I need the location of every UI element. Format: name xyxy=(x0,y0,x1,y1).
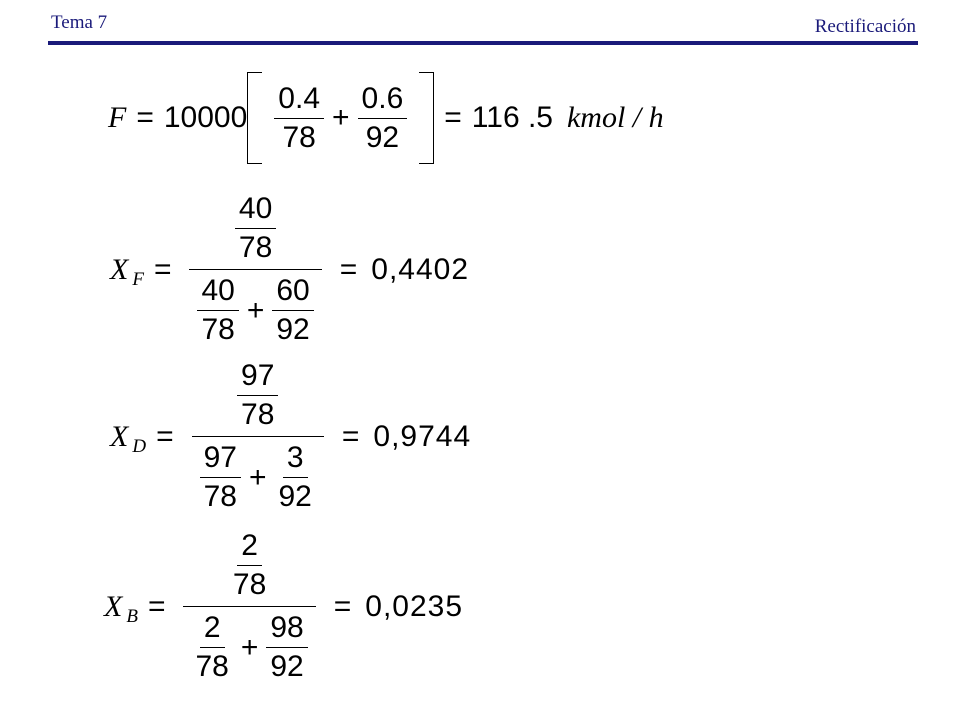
numerator-fraction xyxy=(229,527,270,604)
eq-f-unit: kmol / h xyxy=(566,101,664,134)
fraction-denominator: 92 xyxy=(276,313,310,346)
eq-xd-equals: = xyxy=(156,419,174,453)
fraction-denominator: 92 xyxy=(365,120,400,154)
fraction-numerator: 60 xyxy=(272,272,313,311)
eq-xd-subscript: D xyxy=(132,435,147,457)
main-numerator xyxy=(223,357,292,436)
equation-xf xyxy=(110,190,469,349)
eq-xf-equals: = xyxy=(153,252,172,286)
eq-f-lhs: F xyxy=(108,101,127,134)
eq-xb-result: 0,0235 xyxy=(365,589,464,623)
eq-xb-var: X xyxy=(104,589,123,623)
fraction-numerator: 40 xyxy=(235,190,276,229)
eq-xd-equals-2: = xyxy=(341,419,360,453)
denominator-fraction-1 xyxy=(191,609,232,686)
left-bracket xyxy=(247,72,262,164)
denominator-fraction-2 xyxy=(275,439,316,516)
denominator-fraction-2 xyxy=(266,609,307,686)
eq-f-result: 116 .5 xyxy=(471,101,553,134)
fraction-denominator: 78 xyxy=(203,480,237,513)
eq-f-coefficient: 10000 xyxy=(163,101,248,134)
plus-sign: + xyxy=(332,101,350,134)
fraction-numerator: 2 xyxy=(237,527,262,566)
eq-xf-subscript: F xyxy=(132,268,144,290)
header-topic: Tema 7 xyxy=(51,12,108,33)
fraction-denominator: 78 xyxy=(232,568,267,601)
eq-xb-main-fraction xyxy=(183,527,315,686)
equation-xd xyxy=(110,357,471,516)
fraction-numerator: 0.4 xyxy=(274,80,324,119)
numerator-fraction xyxy=(235,190,276,267)
eq-f-equals: = xyxy=(136,101,154,134)
fraction-numerator: 97 xyxy=(200,439,241,478)
plus-sign: + xyxy=(248,460,267,494)
fraction-numerator: 98 xyxy=(266,609,307,648)
main-denominator xyxy=(183,606,315,686)
denominator-fraction-2 xyxy=(272,272,313,349)
denominator-fraction-1 xyxy=(197,272,238,349)
eq-xf-var: X xyxy=(110,252,129,286)
plus-sign: + xyxy=(240,630,259,664)
denominator-fraction-1 xyxy=(200,439,241,516)
main-denominator xyxy=(189,269,321,349)
plus-sign: + xyxy=(246,293,265,327)
eq-xb-equals-2: = xyxy=(333,589,352,623)
fraction-denominator: 92 xyxy=(270,650,304,683)
main-denominator xyxy=(192,436,324,516)
equation-feed-flow xyxy=(108,72,664,164)
fraction-denominator: 92 xyxy=(278,480,312,513)
header-divider xyxy=(48,41,918,45)
fraction-denominator: 78 xyxy=(195,650,229,683)
eq-f-fraction-2 xyxy=(358,80,408,157)
eq-xf-result: 0,4402 xyxy=(371,252,470,286)
fraction-denominator: 78 xyxy=(282,120,316,154)
eq-xb-subscript: B xyxy=(126,605,138,627)
fraction-numerator: 0.6 xyxy=(358,80,408,119)
main-numerator xyxy=(215,527,284,606)
fraction-numerator: 3 xyxy=(283,439,308,478)
right-bracket xyxy=(419,72,434,164)
eq-xd-main-fraction xyxy=(192,357,324,516)
eq-f-fraction-1 xyxy=(274,80,324,157)
equation-xb xyxy=(104,527,463,686)
fraction-numerator: 40 xyxy=(197,272,238,311)
eq-f-equals-2: = xyxy=(444,101,462,134)
eq-xb-equals: = xyxy=(147,589,166,623)
header-title: Rectificación xyxy=(814,16,916,37)
eq-xd-result: 0,9744 xyxy=(373,419,472,453)
fraction-denominator: 78 xyxy=(241,398,275,431)
main-numerator xyxy=(221,190,290,269)
eq-xf-main-fraction xyxy=(189,190,321,349)
numerator-fraction xyxy=(237,357,278,434)
eq-xf-equals-2: = xyxy=(339,252,358,286)
fraction-denominator: 78 xyxy=(201,313,235,346)
fraction-numerator: 2 xyxy=(200,609,225,648)
fraction-denominator: 78 xyxy=(238,231,273,264)
fraction-numerator: 97 xyxy=(237,357,278,396)
eq-xd-var: X xyxy=(110,419,129,453)
